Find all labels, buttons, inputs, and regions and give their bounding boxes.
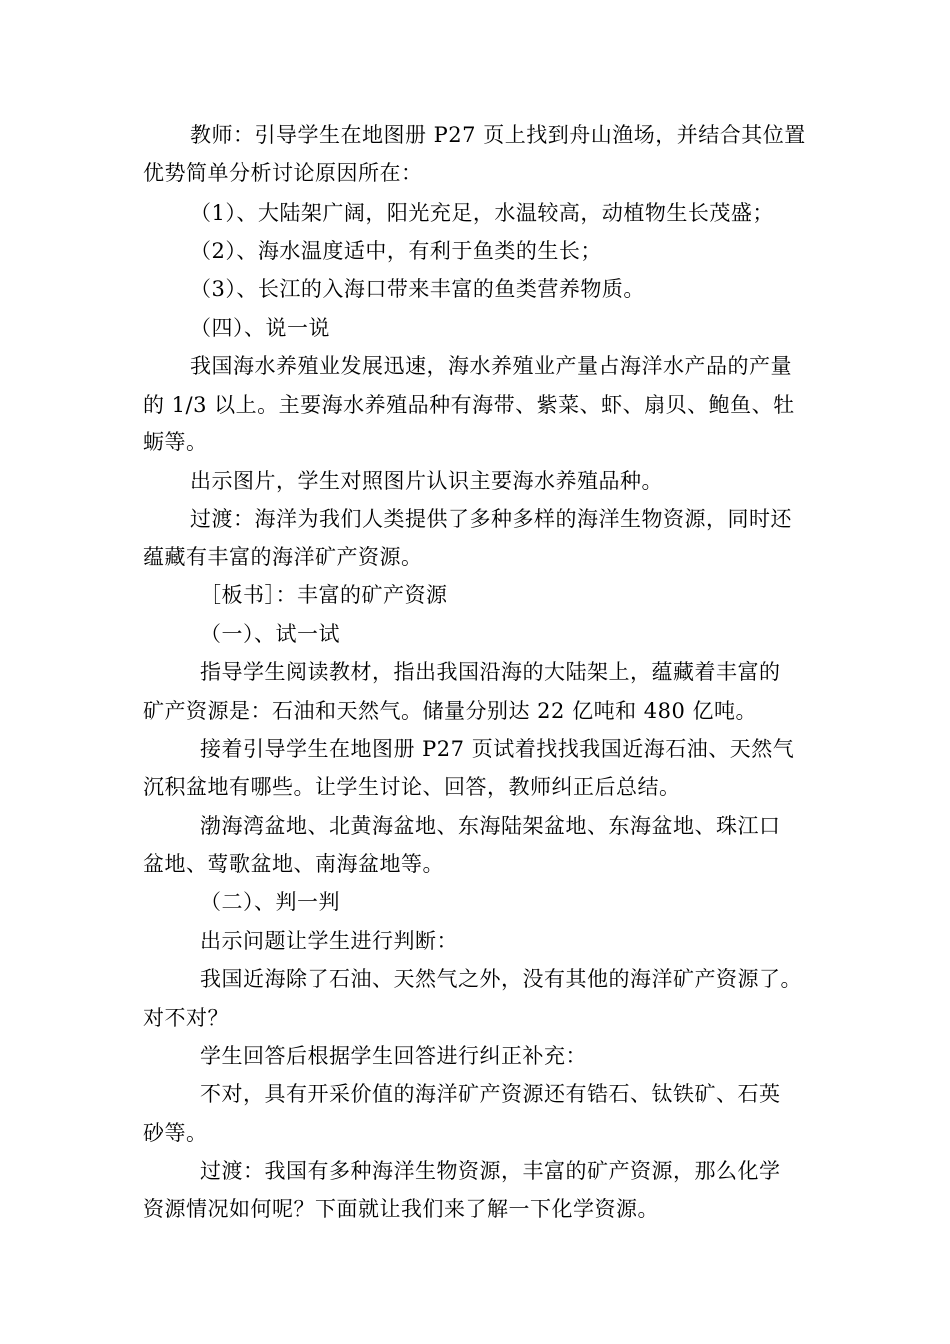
text-line: 不对，具有开采价值的海洋矿产资源还有锆石、钛铁矿、石英	[200, 1082, 781, 1106]
text-line: （1）、大陆架广阔，阳光充足，水温较高，动植物生长茂盛；	[190, 201, 774, 225]
text-line: （2）、海水温度适中，有利于鱼类的生长；	[190, 239, 602, 263]
text-line: 出示图片，学生对照图片认识主要海水养殖品种。	[190, 469, 663, 493]
text-line: 过渡：我国有多种海洋生物资源，丰富的矿产资源，那么化学	[200, 1159, 781, 1183]
text-line: 我国近海除了石油、天然气之外，没有其他的海洋矿产资源了。	[200, 967, 802, 991]
section-heading: （一）、试一试	[200, 622, 340, 646]
text-line: 教师：引导学生在地图册 P27 页上找到舟山渔场，并结合其位置	[190, 123, 806, 147]
section-heading: （二）、判一判	[200, 890, 340, 914]
text-line: 资源情况如何呢？下面就让我们来了解一下化学资源。	[143, 1197, 659, 1221]
text-line: 矿产资源是：石油和天然气。储量分别达 22 亿吨和 480 亿吨。	[143, 699, 758, 723]
text-line: 盆地、莺歌盆地、南海盆地等。	[143, 852, 444, 876]
text-line: 接着引导学生在地图册 P27 页试着找找我国近海石油、天然气	[200, 737, 795, 761]
text-line: 的 1/3 以上。主要海水养殖品种有海带、紫菜、虾、扇贝、鲍鱼、牡	[143, 393, 795, 417]
text-line: 出示问题让学生进行判断：	[200, 929, 458, 953]
text-line: 沉积盆地有哪些。让学生讨论、回答，教师纠正后总结。	[143, 775, 681, 799]
text-line: 对不对？	[143, 1006, 229, 1030]
text-line: 砂等。	[143, 1121, 208, 1145]
text-line: 我国海水养殖业发展迅速，海水养殖业产量占海洋水产品的产量	[190, 354, 792, 378]
board-note: ［板书］：丰富的矿产资源	[200, 583, 448, 607]
text-line: （3）、长江的入海口带来丰富的鱼类营养物质。	[190, 277, 645, 301]
section-heading: （四）、说一说	[190, 316, 330, 340]
text-line: 优势简单分析讨论原因所在：	[143, 161, 423, 185]
text-line: 指导学生阅读教材，指出我国沿海的大陆架上，蕴藏着丰富的	[200, 660, 781, 684]
text-line: 蛎等。	[143, 430, 208, 454]
text-line: 蕴藏有丰富的海洋矿产资源。	[143, 545, 423, 569]
text-line: 过渡：海洋为我们人类提供了多种多样的海洋生物资源，同时还	[190, 507, 792, 531]
text-line: 学生回答后根据学生回答进行纠正补充：	[200, 1044, 587, 1068]
text-line: 渤海湾盆地、北黄海盆地、东海陆架盆地、东海盆地、珠江口	[200, 814, 781, 838]
